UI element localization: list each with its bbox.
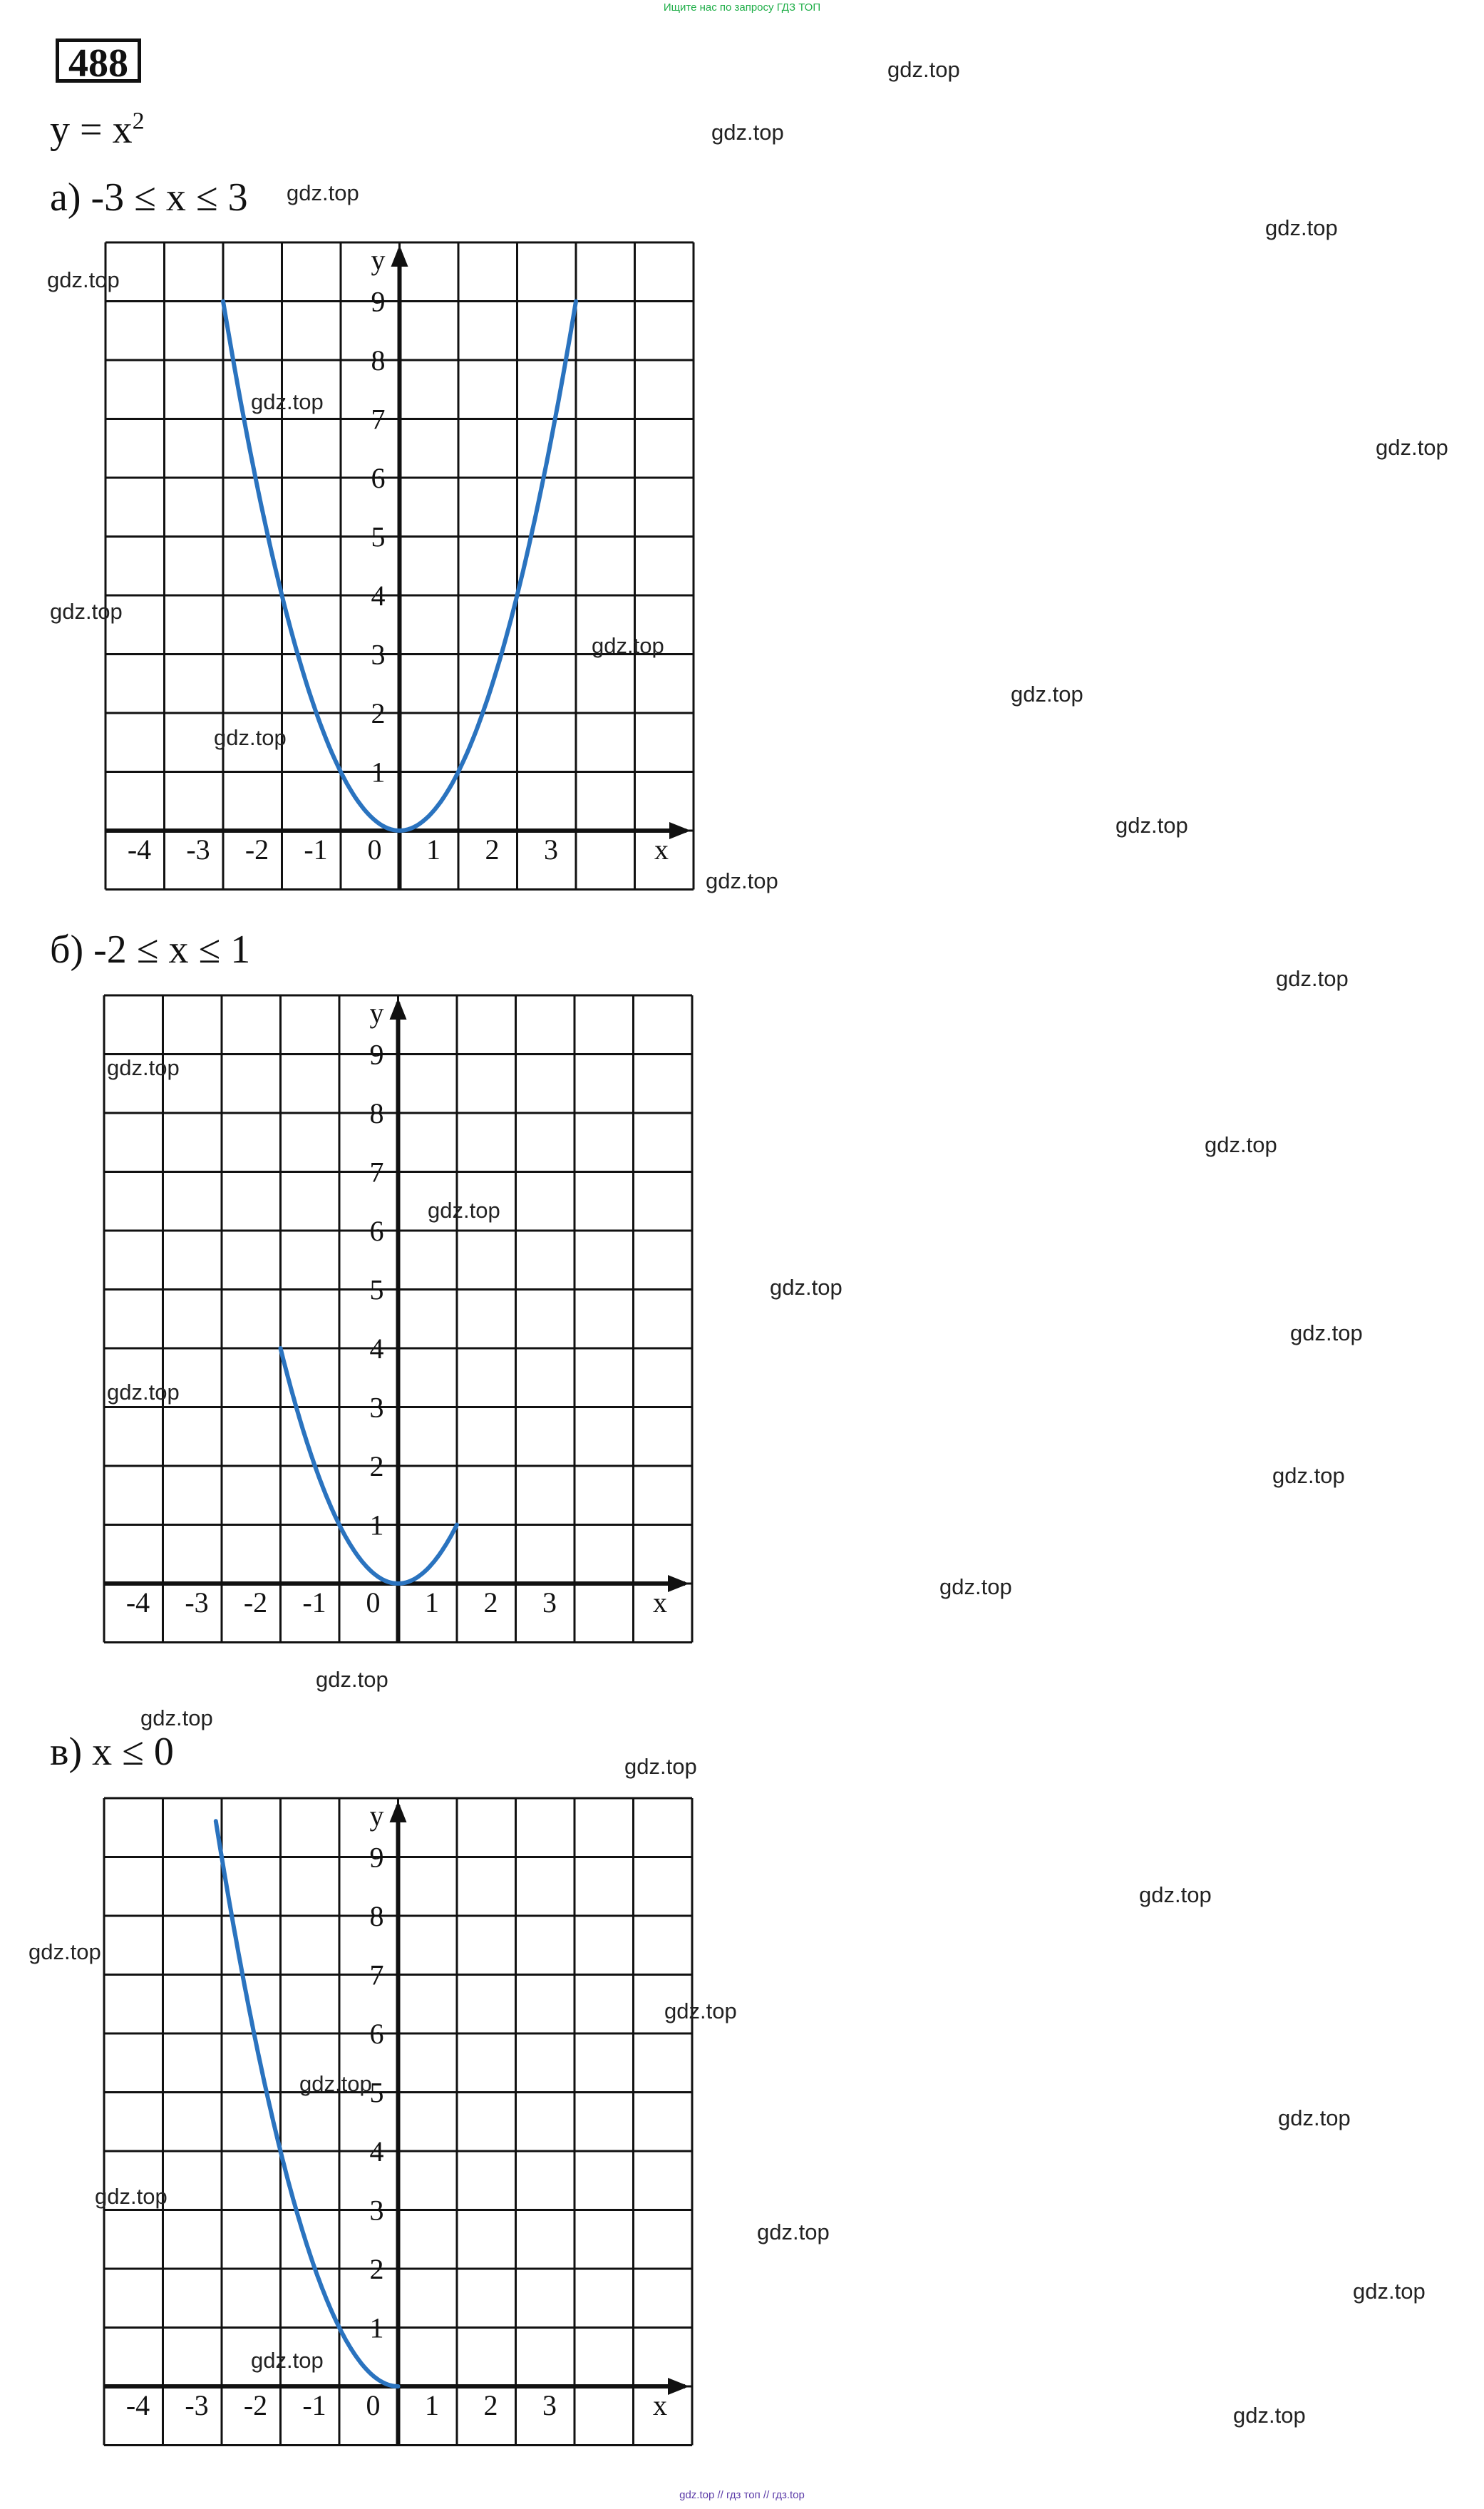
watermark: gdz.top xyxy=(1011,682,1083,707)
y-tick-label: 2 xyxy=(369,2253,384,2285)
watermark: gdz.top xyxy=(287,180,359,205)
formula-exponent: 2 xyxy=(132,108,145,135)
x-tick-label: -4 xyxy=(125,1586,150,1618)
header-note: Ищите нас по запросу ГДЗ ТОП xyxy=(663,1,821,14)
x-tick-label: 0 xyxy=(366,2389,381,2421)
watermark: gdz.top xyxy=(140,1705,213,1730)
watermark: gdz.top xyxy=(1290,1320,1363,1345)
x-tick-label: 1 xyxy=(425,2389,439,2421)
x-tick-label: 2 xyxy=(483,2389,498,2421)
x-tick-label: -3 xyxy=(185,1586,209,1618)
watermark: gdz.top xyxy=(1115,813,1188,838)
y-tick-label: 6 xyxy=(369,2018,384,2050)
watermark: gdz.top xyxy=(939,1574,1012,1599)
x-axis-arrow xyxy=(668,2378,689,2395)
y-tick-label: 4 xyxy=(369,2135,384,2167)
watermark: gdz.top xyxy=(251,389,324,414)
y-tick-label: 7 xyxy=(369,1959,384,1991)
y-tick-label: 7 xyxy=(369,1156,384,1189)
y-tick-label: 7 xyxy=(371,403,386,436)
formula-lhs: y = x xyxy=(50,108,133,152)
watermark: gdz.top xyxy=(1272,1463,1345,1488)
y-axis-arrow xyxy=(390,1801,407,1822)
watermark: gdz.top xyxy=(299,2071,372,2096)
y-tick-label: 5 xyxy=(371,520,386,553)
y-axis-label: y xyxy=(369,1800,384,1832)
watermark: gdz.top xyxy=(757,2220,830,2244)
x-axis-label: x xyxy=(653,1586,667,1618)
y-tick-label: 1 xyxy=(371,756,386,789)
x-tick-label: -4 xyxy=(127,833,152,866)
watermark: gdz.top xyxy=(428,1198,500,1223)
x-tick-label: 3 xyxy=(544,833,558,866)
watermark: gdz.top xyxy=(1233,2403,1306,2428)
x-tick-label: -1 xyxy=(302,1586,326,1618)
watermark: gdz.top xyxy=(95,2184,168,2209)
part-b-label: б) -2 ≤ x ≤ 1 xyxy=(50,928,251,972)
watermark: gdz.top xyxy=(50,599,123,624)
y-tick-label: 9 xyxy=(369,1841,384,1874)
part-a-label: а) -3 ≤ x ≤ 3 xyxy=(50,175,248,220)
function-formula xyxy=(50,107,145,153)
chart-part-a xyxy=(105,242,697,913)
watermark: gdz.top xyxy=(29,1939,101,1964)
y-tick-label: 9 xyxy=(371,285,386,318)
x-tick-label: -3 xyxy=(186,833,210,866)
watermark: gdz.top xyxy=(1205,1132,1277,1157)
watermark: gdz.top xyxy=(214,725,287,750)
x-tick-label: -3 xyxy=(185,2389,209,2421)
watermark: gdz.top xyxy=(316,1667,388,1692)
watermark: gdz.top xyxy=(1139,1882,1212,1907)
y-tick-label: 2 xyxy=(371,697,386,729)
x-tick-label: 0 xyxy=(367,833,382,866)
x-axis-arrow xyxy=(669,822,691,839)
y-axis-arrow xyxy=(390,998,407,1020)
y-axis-label: y xyxy=(371,244,386,276)
y-tick-label: 6 xyxy=(369,1215,384,1247)
watermark: gdz.top xyxy=(664,1999,737,2023)
x-axis-arrow xyxy=(668,1575,689,1592)
watermark: gdz.top xyxy=(592,633,664,658)
watermark: gdz.top xyxy=(47,267,120,292)
y-tick-label: 4 xyxy=(369,1333,384,1365)
watermark: gdz.top xyxy=(251,2348,324,2373)
x-tick-label: 3 xyxy=(542,1586,557,1618)
watermark: gdz.top xyxy=(107,1380,180,1405)
problem-number: 488 xyxy=(56,39,141,83)
x-tick-label: -4 xyxy=(125,2389,150,2421)
x-tick-label: 2 xyxy=(483,1586,498,1618)
x-tick-label: -1 xyxy=(304,833,328,866)
watermark: gdz.top xyxy=(770,1275,843,1300)
y-tick-label: 2 xyxy=(369,1450,384,1482)
watermark: gdz.top xyxy=(1276,966,1349,991)
watermark: gdz.top xyxy=(711,120,784,145)
x-tick-label: 2 xyxy=(485,833,500,866)
x-axis-label: x xyxy=(654,833,669,866)
part-c-label: в) x ≤ 0 xyxy=(50,1730,174,1774)
chart-part-b xyxy=(104,995,696,1666)
watermark: gdz.top xyxy=(706,868,778,893)
x-tick-label: 3 xyxy=(542,2389,557,2421)
x-tick-label: 0 xyxy=(366,1586,381,1618)
watermark: gdz.top xyxy=(887,57,960,82)
watermark: gdz.top xyxy=(1353,2279,1426,2304)
y-tick-label: 8 xyxy=(369,1097,384,1129)
x-tick-label: -2 xyxy=(243,2389,268,2421)
y-tick-label: 1 xyxy=(369,2312,384,2344)
x-tick-label: -2 xyxy=(243,1586,268,1618)
watermark: gdz.top xyxy=(107,1055,180,1080)
watermark: gdz.top xyxy=(1376,435,1448,460)
x-tick-label: 1 xyxy=(426,833,440,866)
y-tick-label: 4 xyxy=(371,580,386,612)
x-axis-label: x xyxy=(653,2389,667,2421)
y-tick-label: 6 xyxy=(371,462,386,494)
y-tick-label: 5 xyxy=(369,2076,384,2109)
y-tick-label: 3 xyxy=(371,638,386,671)
footer-note: gdz.top // гдз топ // гдз.top xyxy=(679,2489,805,2501)
watermark: gdz.top xyxy=(1265,215,1338,240)
x-tick-label: 1 xyxy=(425,1586,439,1618)
y-tick-label: 3 xyxy=(369,1391,384,1424)
x-tick-label: -2 xyxy=(244,833,269,866)
y-tick-label: 5 xyxy=(369,1273,384,1306)
y-tick-label: 3 xyxy=(369,2194,384,2227)
watermark: gdz.top xyxy=(1278,2105,1351,2130)
chart-part-c xyxy=(104,1798,696,2468)
y-axis-label: y xyxy=(369,997,384,1029)
y-tick-label: 1 xyxy=(369,1509,384,1541)
y-axis-arrow xyxy=(391,245,408,267)
watermark: gdz.top xyxy=(624,1754,697,1779)
y-tick-label: 8 xyxy=(369,1900,384,1932)
y-tick-label: 9 xyxy=(369,1038,384,1071)
x-tick-label: -1 xyxy=(302,2389,326,2421)
y-tick-label: 8 xyxy=(371,344,386,376)
